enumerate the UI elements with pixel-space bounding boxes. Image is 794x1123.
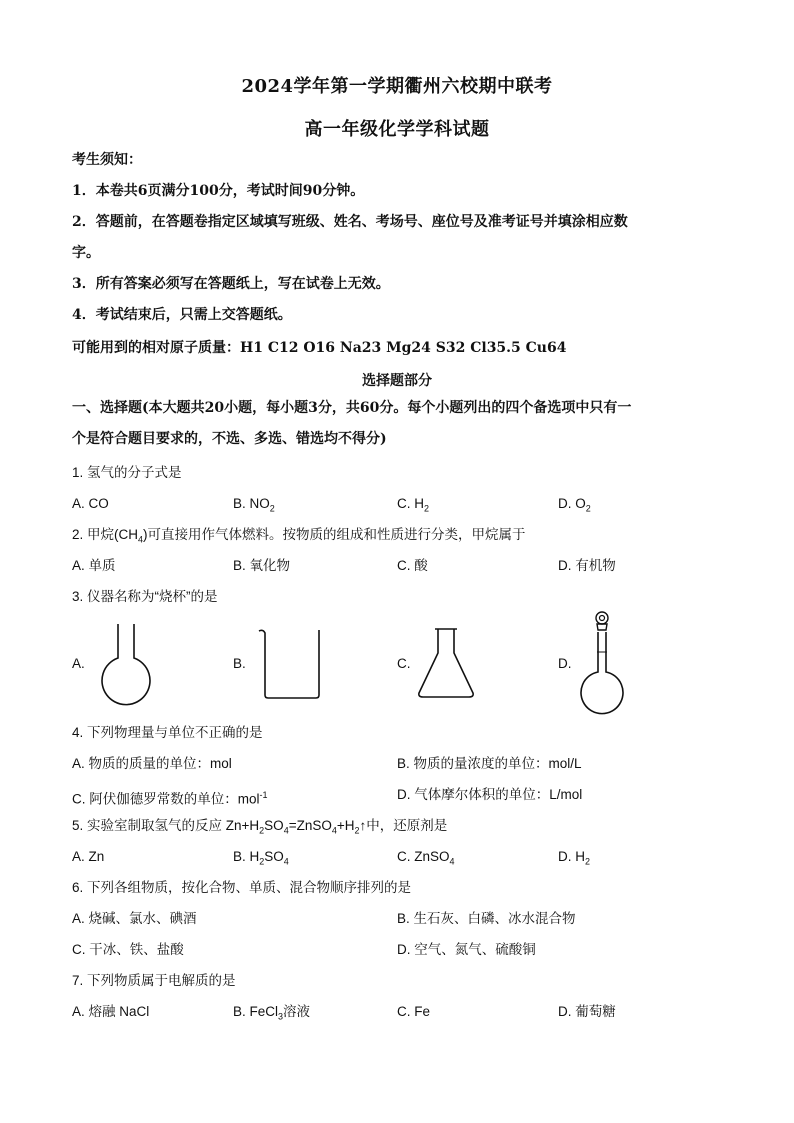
option-d: D. — [558, 656, 572, 671]
option-a: A. CO — [72, 496, 109, 511]
beaker-icon — [258, 627, 324, 701]
option-b: B. FeCl$_3$溶液 — [233, 1004, 311, 1022]
round-bottom-flask-icon — [94, 622, 158, 708]
option-a: A. 单质 — [72, 558, 116, 573]
notice-item: 1．本卷共6页满分100分，考试时间90分钟。 — [72, 183, 365, 199]
notice-heading: 考生须知： — [72, 152, 142, 168]
option-c: C. 干冰、铁、盐酸 — [72, 942, 184, 957]
question-stem: 5. 实验室制取氢气的反应 $Zn+H_2SO_4=ZnSO_4+H_2↑$中，还原剂是 — [72, 818, 448, 836]
notice-item: 3．所有答案必须写在答题纸上，写在试卷上无效。 — [72, 276, 390, 292]
option-d: D. 有机物 — [558, 558, 616, 573]
section-title: 选择题部分 — [362, 373, 432, 389]
section-instruction: 个是符合题目要求的，不选、多选、错选均不得分) — [72, 431, 387, 447]
option-d: D. $O_2$ — [558, 496, 591, 514]
volumetric-flask-icon — [578, 610, 626, 718]
option-a: A. 烧碱、氯水、碘酒 — [72, 911, 197, 926]
option-c: C. ZnSO$_4$ — [397, 849, 455, 867]
question-stem: 1. 氢气的分子式是 — [72, 465, 182, 480]
option-a: A. 物质的质量的单位：mol — [72, 756, 232, 771]
option-c: C. 阿伏伽德罗常数的单位：mol$^{-1}$ — [72, 790, 268, 807]
option-a: A. — [72, 656, 85, 671]
notice-item: 2．答题前，在答题卷指定区域填写班级、姓名、考场号、座位号及准考证号并填涂相应数 — [72, 214, 628, 230]
notice-item: 字。 — [72, 245, 100, 261]
erlenmeyer-flask-icon — [416, 627, 476, 699]
exam-subtitle: 高一年级化学学科试题 — [304, 119, 490, 140]
option-b: B. 氧化物 — [233, 558, 291, 573]
option-b: B. $NO_2$ — [233, 496, 275, 514]
option-d: D. $H_2$ — [558, 849, 591, 867]
option-c: C. — [397, 656, 411, 671]
section-instruction: 一、选择题(本大题共20小题，每小题3分，共60分。每个小题列出的四个备选项中只有一 — [72, 400, 632, 416]
option-d: D. 气体摩尔体积的单位：L/mol — [397, 787, 583, 802]
option-a: A. Zn — [72, 849, 105, 864]
option-b: B. 物质的量浓度的单位：mol/L — [397, 756, 582, 771]
option-d: D. 空气、氮气、硫酸铜 — [397, 942, 536, 957]
option-c: C. $H_2$ — [397, 496, 430, 514]
question-stem: 7. 下列物质属于电解质的是 — [72, 973, 236, 988]
option-c: C. 酸 — [397, 558, 428, 573]
option-b: B. — [233, 656, 246, 671]
option-b: B. 生石灰、白磷、冰水混合物 — [397, 911, 576, 926]
atomic-mass-line: 可能用到的相对原子质量：H1 C12 O16 Na23 Mg24 S32 Cl35.5 Cu64 — [72, 340, 567, 356]
option-b: B. $H_2SO_4$ — [233, 849, 289, 867]
notice-item: 4．考试结束后，只需上交答题纸。 — [72, 307, 292, 323]
option-d: D. 葡萄糖 — [558, 1004, 616, 1019]
question-stem: 6. 下列各组物质，按化合物、单质、混合物顺序排列的是 — [72, 880, 412, 895]
exam-title: 2024学年第一学期衢州六校期中联考 — [241, 76, 553, 97]
question-stem: 2. 甲烷$(CH_4)$可直接用作气体燃料。按物质的组成和性质进行分类，甲烷属于 — [72, 527, 526, 545]
option-c: C. Fe — [397, 1004, 431, 1019]
option-a: A. 熔融 NaCl — [72, 1004, 150, 1019]
question-stem: 4. 下列物理量与单位不正确的是 — [72, 725, 263, 740]
question-stem: 3. 仪器名称为“烧杯”的是 — [72, 589, 218, 604]
